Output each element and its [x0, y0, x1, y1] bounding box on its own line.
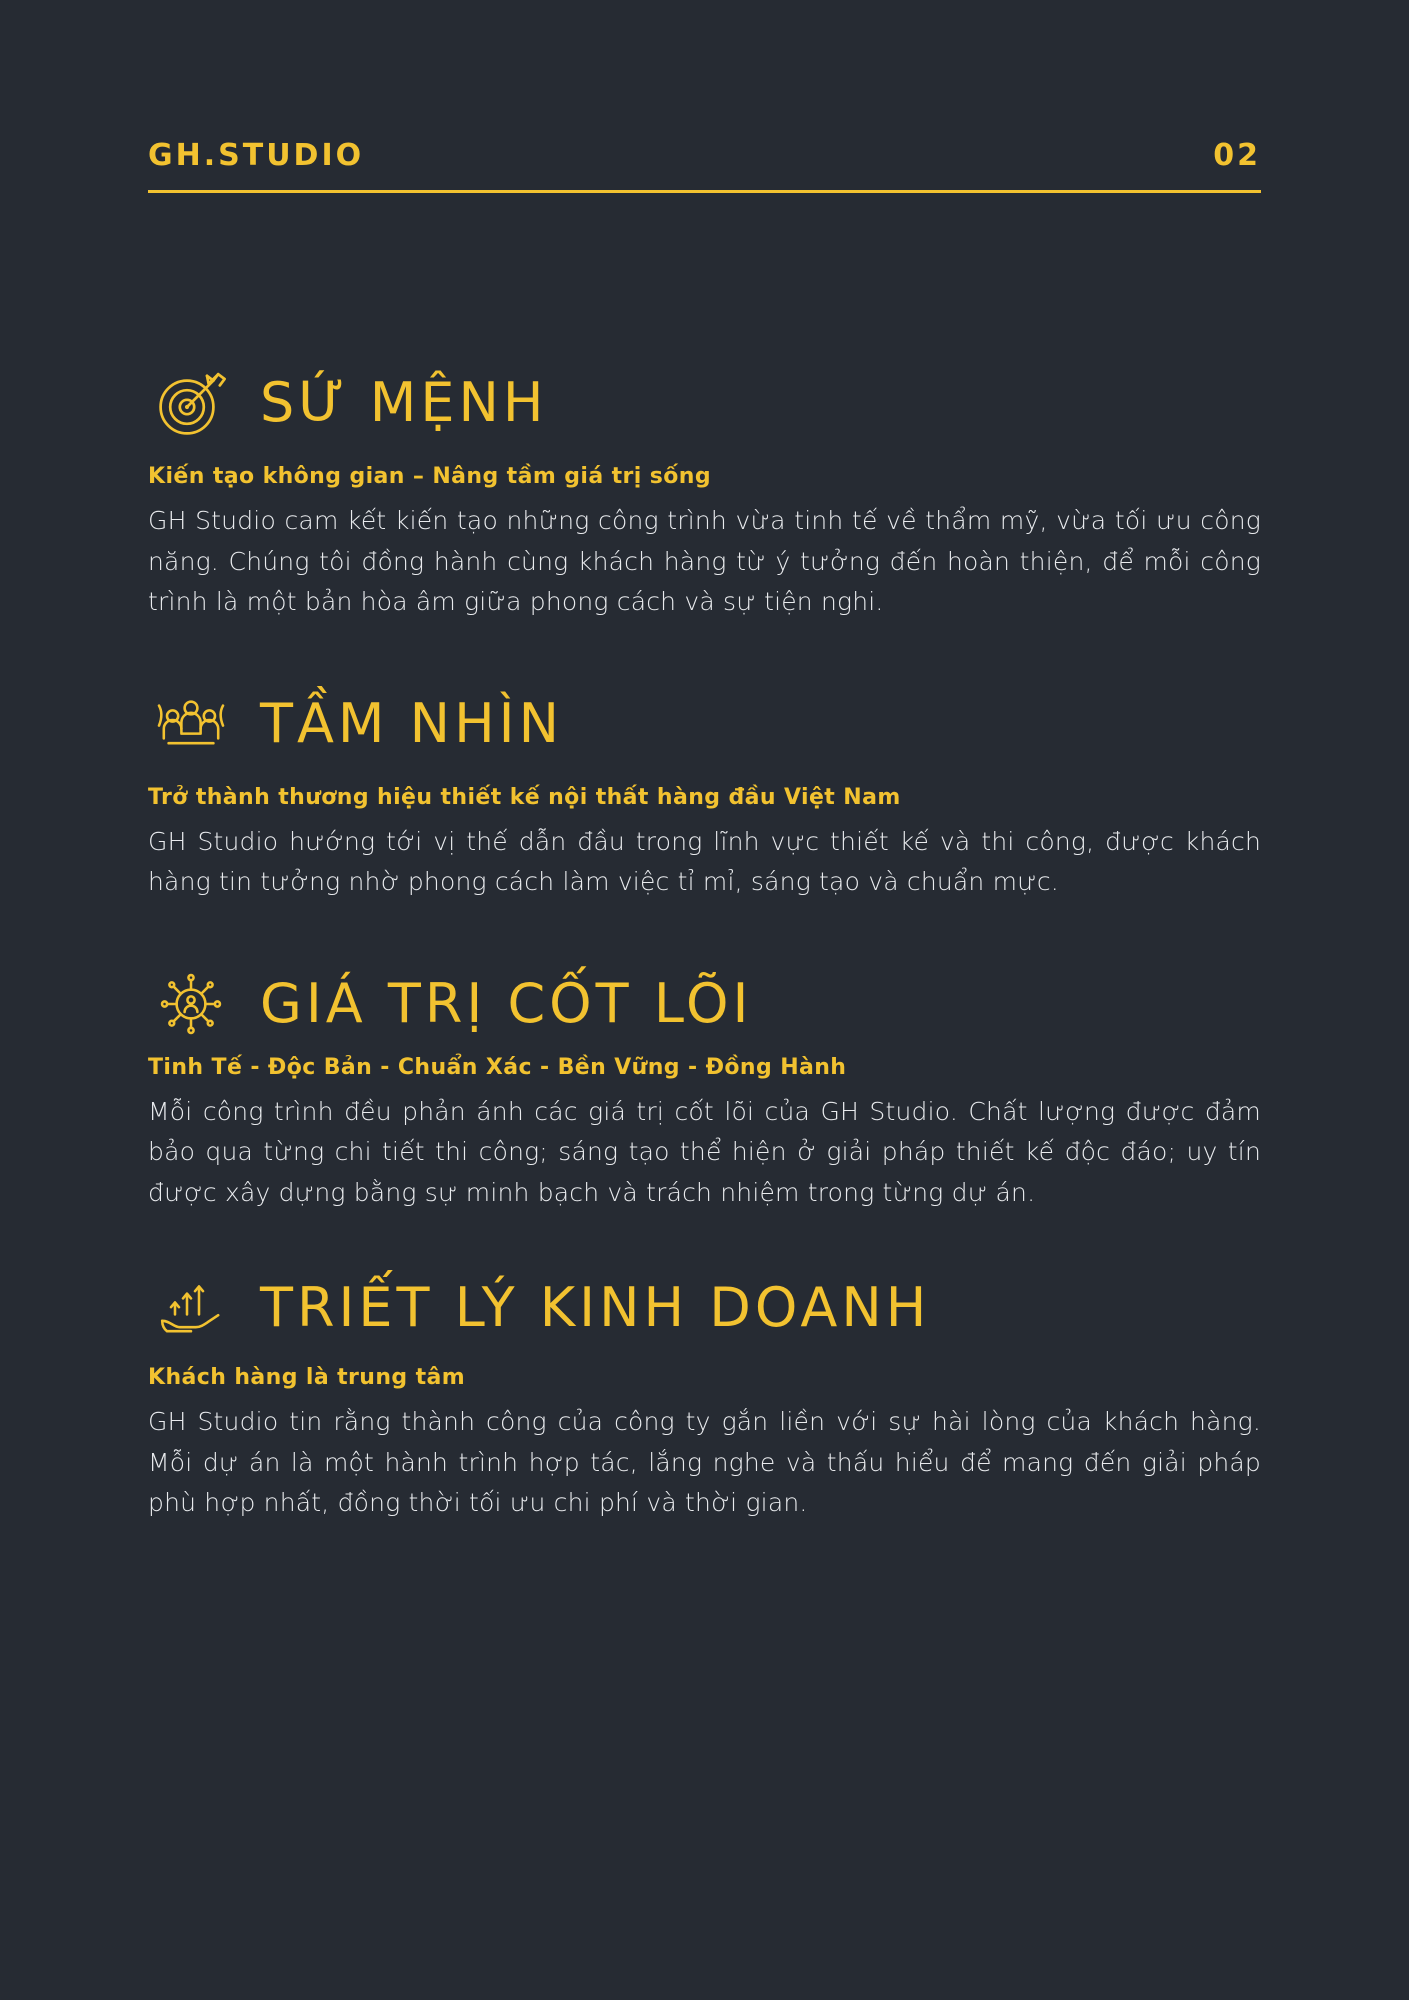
- section-body: GH Studio tin rằng thành công của công ty gắn liền với sự hài lòng của khách hàng. Mỗi dự án là một hành trình hợp tác, lắng nghe và thấu hiểu để mang đến giải pháp phù hợp nhất, đồng thời tối ưu chi phí và thời gian.: [148, 1407, 1261, 1517]
- section-subtitle: Kiến tạo không gian – Nâng tầm giá trị sống: [148, 464, 712, 489]
- section-title: SỨ MỆNH: [260, 371, 548, 434]
- section-header: [148, 360, 1261, 446]
- section-gia-tri-cot-loi: [148, 961, 1261, 1214]
- hand-growth-arrows-icon: [148, 1265, 234, 1351]
- header-divider: [148, 190, 1261, 193]
- section-body: GH Studio cam kết kiến tạo những công trình vừa tinh tế về thẩm mỹ, vừa tối ưu công năng. Chúng tôi đồng hành cùng khách hàng từ ý tưởng đến hoàn thiện, để mỗi công trình là một bản hòa âm giữa phong cách và sự tiện nghi.: [148, 506, 1261, 616]
- section-tam-nhin: [148, 681, 1261, 903]
- sections-container: [148, 360, 1261, 1570]
- section-title: GIÁ TRỊ CỐT LÕI: [260, 971, 753, 1035]
- page-header: [148, 138, 1261, 173]
- section-body: GH Studio hướng tới vị thế dẫn đầu trong lĩnh vực thiết kế và thi công, được khách hàng tin tưởng nhờ phong cách làm việc tỉ mỉ, sáng tạo và chuẩn mực.: [148, 826, 1261, 896]
- section-body: Mỗi công trình đều phản ánh các giá trị cốt lõi của GH Studio. Chất lượng được đảm bảo qua từng chi tiết thi công; sáng tạo thể hiện ở giải pháp thiết kế độc đáo; uy tín được xây dựng bằng sự minh bạch và trách nhiệm trong từng dự án.: [148, 1096, 1261, 1207]
- section-triet-ly-kinh-doanh: [148, 1265, 1261, 1524]
- page-number: 02: [1213, 138, 1261, 173]
- section-title: TRIẾT LÝ KINH DOANH: [260, 1276, 931, 1339]
- core-value-network-icon: [148, 961, 234, 1047]
- section-subtitle: Tinh Tế - Độc Bản - Chuẩn Xác - Bền Vững - Đồng Hành: [148, 1054, 847, 1080]
- team-people-icon: [148, 681, 234, 767]
- section-header: [148, 961, 1261, 1047]
- section-header: [148, 1265, 1261, 1351]
- section-subtitle: Khách hàng là trung tâm: [148, 1365, 466, 1390]
- section-subtitle: Trở thành thương hiệu thiết kế nội thất hàng đầu Việt Nam: [148, 784, 901, 810]
- target-dart-icon: [148, 360, 234, 446]
- section-su-menh: [148, 360, 1261, 623]
- brand-logo-text: GH.STUDIO: [148, 138, 365, 173]
- section-title: TẦM NHÌN: [260, 691, 564, 755]
- section-header: [148, 681, 1261, 767]
